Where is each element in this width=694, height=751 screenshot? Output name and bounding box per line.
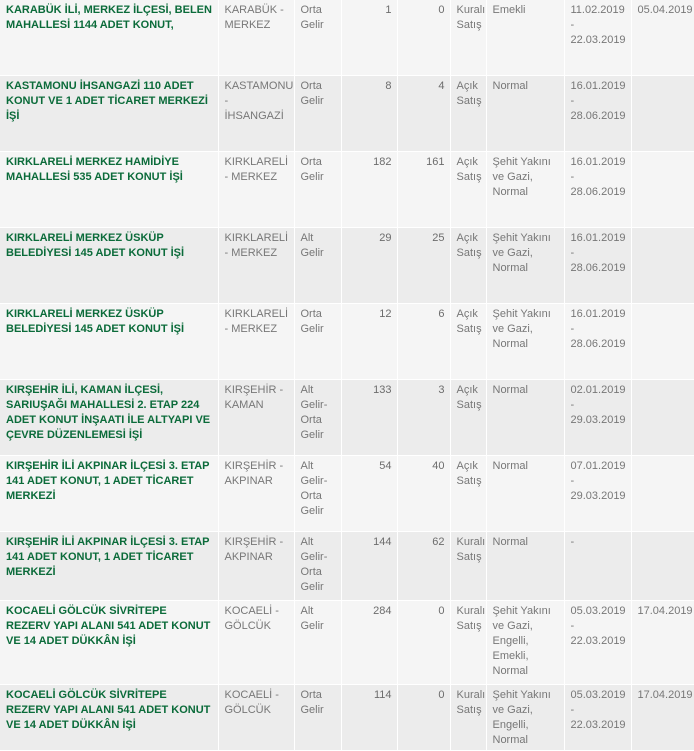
- date-separator: -: [570, 19, 575, 31]
- region-cell: KOCAELİ - GÖLCÜK: [218, 684, 294, 750]
- remaining-units-cell: 4: [397, 75, 450, 151]
- target-group-cell: Normal: [486, 75, 564, 151]
- income-group-cell: Alt Gelir-Orta Gelir: [294, 455, 341, 531]
- region-cell: KIRKLARELİ - MERKEZ: [218, 303, 294, 379]
- region-cell: KIRŞEHİR - KAMAN: [218, 379, 294, 455]
- target-group-cell: Emekli: [486, 0, 564, 75]
- date-end: 22.03.2019: [570, 34, 626, 46]
- contract-date-cell: 05.04.2019: [631, 0, 694, 75]
- table-row: [0, 0, 694, 75]
- contract-date-cell: 17.04.2019: [631, 600, 694, 684]
- target-group-cell: Şehit Yakını ve Gazi, Normal: [486, 151, 564, 227]
- project-name[interactable]: KOCAELİ GÖLCÜK SİVRİTEPE REZERV YAPI ALANI 541 ADET KONUT VE 14 ADET DÜKKÂN İŞİ: [0, 684, 218, 750]
- region-cell: KIRŞEHİR - AKPINAR: [218, 531, 294, 600]
- application-dates-cell: [564, 531, 631, 600]
- income-group-cell: Alt Gelir-Orta Gelir: [294, 531, 341, 600]
- contract-date-cell: [631, 455, 694, 531]
- remaining-units-cell: 62: [397, 531, 450, 600]
- application-dates-cell: [564, 151, 631, 227]
- region-cell: KIRŞEHİR - AKPINAR: [218, 455, 294, 531]
- date-start: 02.01.2019: [570, 383, 626, 396]
- date-start: 16.01.2019: [570, 79, 626, 92]
- date-end: 28.06.2019: [570, 337, 626, 350]
- region-cell: KASTAMONU - İHSANGAZİ: [218, 75, 294, 151]
- contract-date-cell: [631, 151, 694, 227]
- remaining-units-cell: 6: [397, 303, 450, 379]
- date-start: 07.01.2019: [570, 459, 626, 472]
- total-units-cell: 29: [341, 227, 397, 303]
- date-separator: -: [570, 619, 575, 632]
- target-group-cell: Normal: [486, 531, 564, 600]
- target-group-cell: Şehit Yakını ve Gazi, Engelli, Normal: [486, 684, 564, 750]
- application-dates-cell: [564, 227, 631, 303]
- target-group-cell: Şehit Yakını ve Gazi, Engelli, Emekli, Normal: [486, 600, 564, 684]
- date-start: 16.01.2019: [570, 231, 626, 244]
- project-name[interactable]: KIRŞEHİR İLİ, KAMAN İLÇESİ, SARIUŞAĞI MAHALLESİ 2. ETAP 224 ADET KONUT İNŞAATI İLE ALTYAPI VE ÇEVRE DÜZENLEMESİ İŞİ: [0, 379, 218, 455]
- project-name[interactable]: KOCAELİ GÖLCÜK SİVRİTEPE REZERV YAPI ALANI 541 ADET KONUT VE 14 ADET DÜKKÂN İŞİ: [0, 600, 218, 684]
- sale-method-cell: Kuralı Satış: [450, 531, 486, 600]
- project-name[interactable]: KIRKLARELİ MERKEZ HAMİDİYE MAHALLESİ 535 ADET KONUT İŞİ: [0, 151, 218, 227]
- sale-method-cell: Açık Satış: [450, 379, 486, 455]
- total-units-cell: 8: [341, 75, 397, 151]
- income-group-cell: Orta Gelir: [294, 684, 341, 750]
- income-group-cell: Alt Gelir-Orta Gelir: [294, 379, 341, 455]
- income-group-cell: Orta Gelir: [294, 151, 341, 227]
- target-group-cell: Şehit Yakını ve Gazi, Normal: [486, 227, 564, 303]
- total-units-cell: 133: [341, 379, 397, 455]
- project-name[interactable]: KIRKLARELİ MERKEZ ÜSKÜP BELEDİYESİ 145 ADET KONUT İŞİ: [0, 303, 218, 379]
- date-start: 16.01.2019: [570, 155, 626, 168]
- sale-method-cell: Kuralı Satış: [450, 0, 486, 75]
- application-dates-cell: [564, 75, 631, 151]
- target-group-cell: Normal: [486, 455, 564, 531]
- table-row: [0, 75, 694, 151]
- date-start: -: [570, 535, 575, 548]
- income-group-cell: Alt Gelir: [294, 600, 341, 684]
- date-start: 05.03.2019: [570, 688, 626, 701]
- date-separator: -: [570, 398, 575, 411]
- total-units-cell: 12: [341, 303, 397, 379]
- sale-method-cell: Açık Satış: [450, 303, 486, 379]
- remaining-units-cell: 3: [397, 379, 450, 455]
- income-group-cell: Alt Gelir: [294, 227, 341, 303]
- sale-method-cell: Açık Satış: [450, 75, 486, 151]
- application-dates-cell: [564, 684, 631, 750]
- table-row: [0, 531, 694, 600]
- target-group-cell: Şehit Yakını ve Gazi, Normal: [486, 303, 564, 379]
- target-group-cell: Normal: [486, 379, 564, 455]
- region-cell: KOCAELİ - GÖLCÜK: [218, 600, 294, 684]
- application-dates-cell: [564, 303, 631, 379]
- date-separator: -: [570, 170, 575, 183]
- remaining-units-cell: 40: [397, 455, 450, 531]
- date-end: 29.03.2019: [570, 489, 626, 502]
- date-end: 22.03.2019: [570, 634, 626, 647]
- date-start: 11.02.2019: [570, 4, 625, 16]
- total-units-cell: 114: [341, 684, 397, 750]
- table-row: [0, 455, 694, 531]
- date-separator: -: [570, 474, 575, 487]
- table-row: [0, 227, 694, 303]
- date-separator: -: [570, 246, 575, 259]
- table-row: [0, 151, 694, 227]
- date-end: 29.03.2019: [570, 413, 626, 426]
- application-dates-cell: [564, 600, 631, 684]
- project-name[interactable]: KIRKLARELİ MERKEZ ÜSKÜP BELEDİYESİ 145 ADET KONUT İŞİ: [0, 227, 218, 303]
- application-dates-cell: [564, 455, 631, 531]
- date-start: 05.03.2019: [570, 604, 626, 617]
- remaining-units-cell: 0: [397, 600, 450, 684]
- region-cell: KARABÜK - MERKEZ: [218, 0, 294, 75]
- remaining-units-cell: 25: [397, 227, 450, 303]
- project-name[interactable]: KIRŞEHİR İLİ AKPINAR İLÇESİ 3. ETAP 141 ADET KONUT, 1 ADET TİCARET MERKEZİ: [0, 531, 218, 600]
- contract-date-cell: [631, 531, 694, 600]
- sale-method-cell: Açık Satış: [450, 151, 486, 227]
- remaining-units-cell: 161: [397, 151, 450, 227]
- total-units-cell: 182: [341, 151, 397, 227]
- project-name[interactable]: KIRŞEHİR İLİ AKPINAR İLÇESİ 3. ETAP 141 ADET KONUT, 1 ADET TİCARET MERKEZİ: [0, 455, 218, 531]
- contract-date-cell: 17.04.2019: [631, 684, 694, 750]
- date-separator: -: [570, 94, 575, 107]
- remaining-units-cell: 0: [397, 684, 450, 750]
- contract-date-cell: [631, 227, 694, 303]
- contract-date-cell: [631, 75, 694, 151]
- total-units-cell: 54: [341, 455, 397, 531]
- date-end: 28.06.2019: [570, 261, 626, 274]
- date-separator: -: [570, 703, 575, 716]
- income-group-cell: Orta Gelir: [294, 303, 341, 379]
- region-cell: KIRKLARELİ - MERKEZ: [218, 227, 294, 303]
- project-name[interactable]: KASTAMONU İHSANGAZİ 110 ADET KONUT VE 1 ADET TİCARET MERKEZİ İŞİ: [0, 75, 218, 151]
- table-row: [0, 379, 694, 455]
- application-dates-cell: [564, 379, 631, 455]
- income-group-cell: Orta Gelir: [294, 75, 341, 151]
- table-row: [0, 684, 694, 750]
- sale-method-cell: Açık Satış: [450, 455, 486, 531]
- total-units-cell: 144: [341, 531, 397, 600]
- table-row: [0, 303, 694, 379]
- project-name[interactable]: KARABÜK İLİ, MERKEZ İLÇESİ, BELEN MAHALLESİ 1144 ADET KONUT,: [0, 0, 218, 75]
- table-row: [0, 600, 694, 684]
- sale-method-cell: Kuralı Satış: [450, 600, 486, 684]
- region-cell: KIRKLARELİ - MERKEZ: [218, 151, 294, 227]
- total-units-cell: 284: [341, 600, 397, 684]
- sale-method-cell: Kuralı Satış: [450, 684, 486, 750]
- application-dates-cell: [564, 0, 631, 75]
- sale-method-cell: Açık Satış: [450, 227, 486, 303]
- date-end: 28.06.2019: [570, 109, 626, 122]
- date-start: 16.01.2019: [570, 307, 626, 320]
- remaining-units-cell: 0: [397, 0, 450, 75]
- contract-date-cell: [631, 379, 694, 455]
- total-units-cell: 1: [341, 0, 397, 75]
- income-group-cell: Orta Gelir: [294, 0, 341, 75]
- date-end: 22.03.2019: [570, 718, 626, 731]
- date-separator: -: [570, 322, 575, 335]
- contract-date-cell: [631, 303, 694, 379]
- date-end: 28.06.2019: [570, 185, 626, 198]
